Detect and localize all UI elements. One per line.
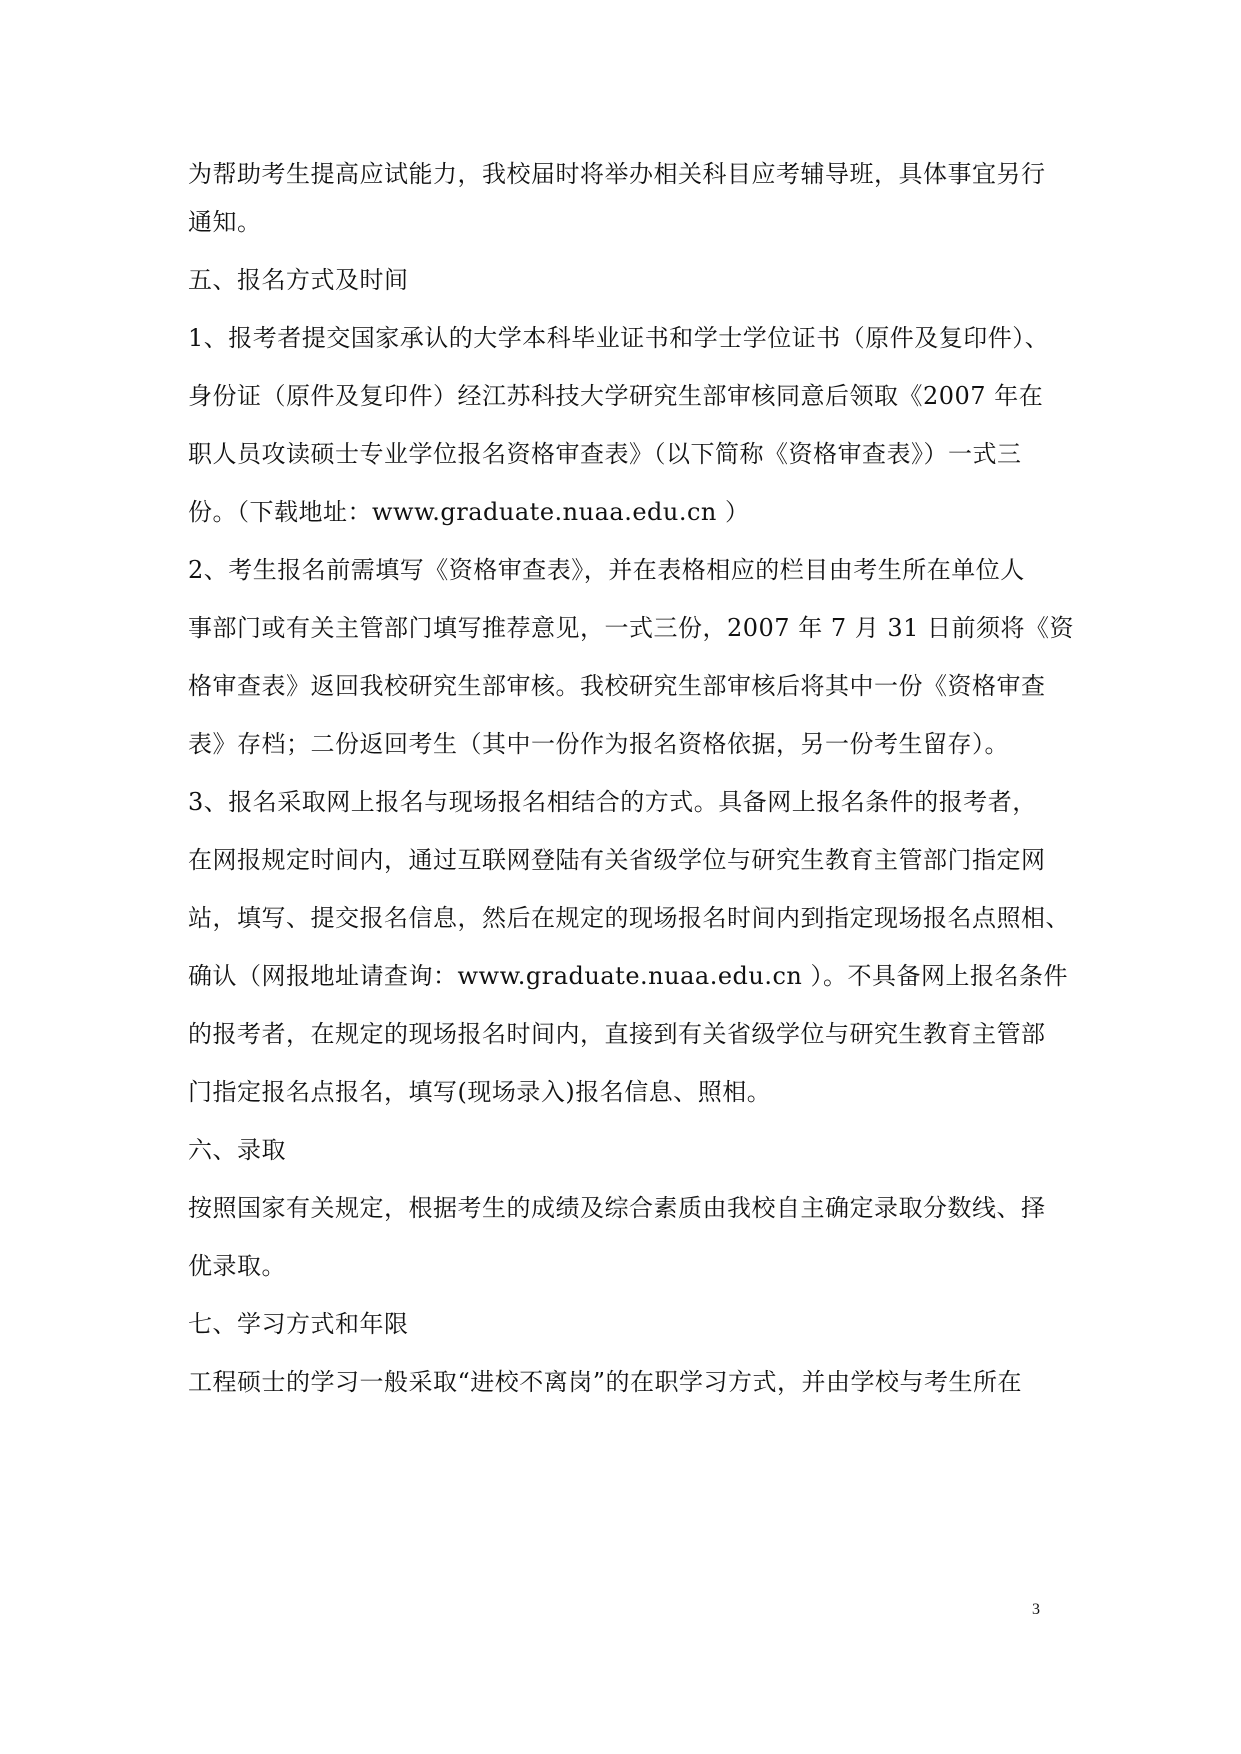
text-line: 事部门或有关主管部门填写推荐意见，一式三份，2007 年 7 月 31 日前须将《资 — [188, 614, 1075, 642]
text-line: 优录取。 — [188, 1252, 286, 1280]
section-heading: 六、录取 — [188, 1136, 286, 1164]
text-line: 3、报名采取网上报名与现场报名相结合的方式。具备网上报名条件的报考者， — [188, 788, 1037, 816]
text-line: 的报考者，在规定的现场报名时间内，直接到有关省级学位与研究生教育主管部 — [188, 1020, 1046, 1048]
text-line: 职人员攻读硕士专业学位报名资格审查表》（以下简称《资格审查表》）一式三 — [188, 440, 1022, 468]
text-line: 1、报考者提交国家承认的大学本科毕业证书和学士学位证书（原件及复印件）、 — [188, 324, 1050, 352]
text-line: 确认（网报地址请查询：www.graduate.nuaa.edu.cn ）。不具备网上报名条件 — [188, 962, 1068, 990]
page-number: 3 — [1032, 1601, 1040, 1618]
text-line: 2、考生报名前需填写《资格审查表》，并在表格相应的栏目由考生所在单位人 — [188, 556, 1025, 584]
text-line: 在网报规定时间内，通过互联网登陆有关省级学位与研究生教育主管部门指定网 — [188, 846, 1046, 874]
text-line: 格审查表》返回我校研究生部审核。我校研究生部审核后将其中一份《资格审查 — [188, 672, 1046, 700]
text-line: 为帮助考生提高应试能力，我校届时将举办相关科目应考辅导班，具体事宜另行 — [188, 160, 1046, 188]
text-line: 通知。 — [188, 208, 262, 236]
section-heading: 七、学习方式和年限 — [188, 1310, 409, 1338]
text-line: 门指定报名点报名，填写(现场录入)报名信息、照相。 — [188, 1078, 772, 1106]
section-heading: 五、报名方式及时间 — [188, 266, 409, 294]
text-line: 站，填写、提交报名信息，然后在规定的现场报名时间内到指定现场报名点照相、 — [188, 904, 1070, 932]
text-line: 按照国家有关规定，根据考生的成绩及综合素质由我校自主确定录取分数线、择 — [188, 1194, 1046, 1222]
text-line: 表》存档；二份返回考生（其中一份作为报名资格依据，另一份考生留存）。 — [188, 730, 1009, 758]
text-line: 身份证（原件及复印件）经江苏科技大学研究生部审核同意后领取《2007 年在 — [188, 382, 1044, 410]
text-line: 份。（下载地址：www.graduate.nuaa.edu.cn ） — [188, 498, 750, 526]
text-line: 工程硕士的学习一般采取“进校不离岗”的在职学习方式，并由学校与考生所在 — [188, 1368, 1023, 1396]
